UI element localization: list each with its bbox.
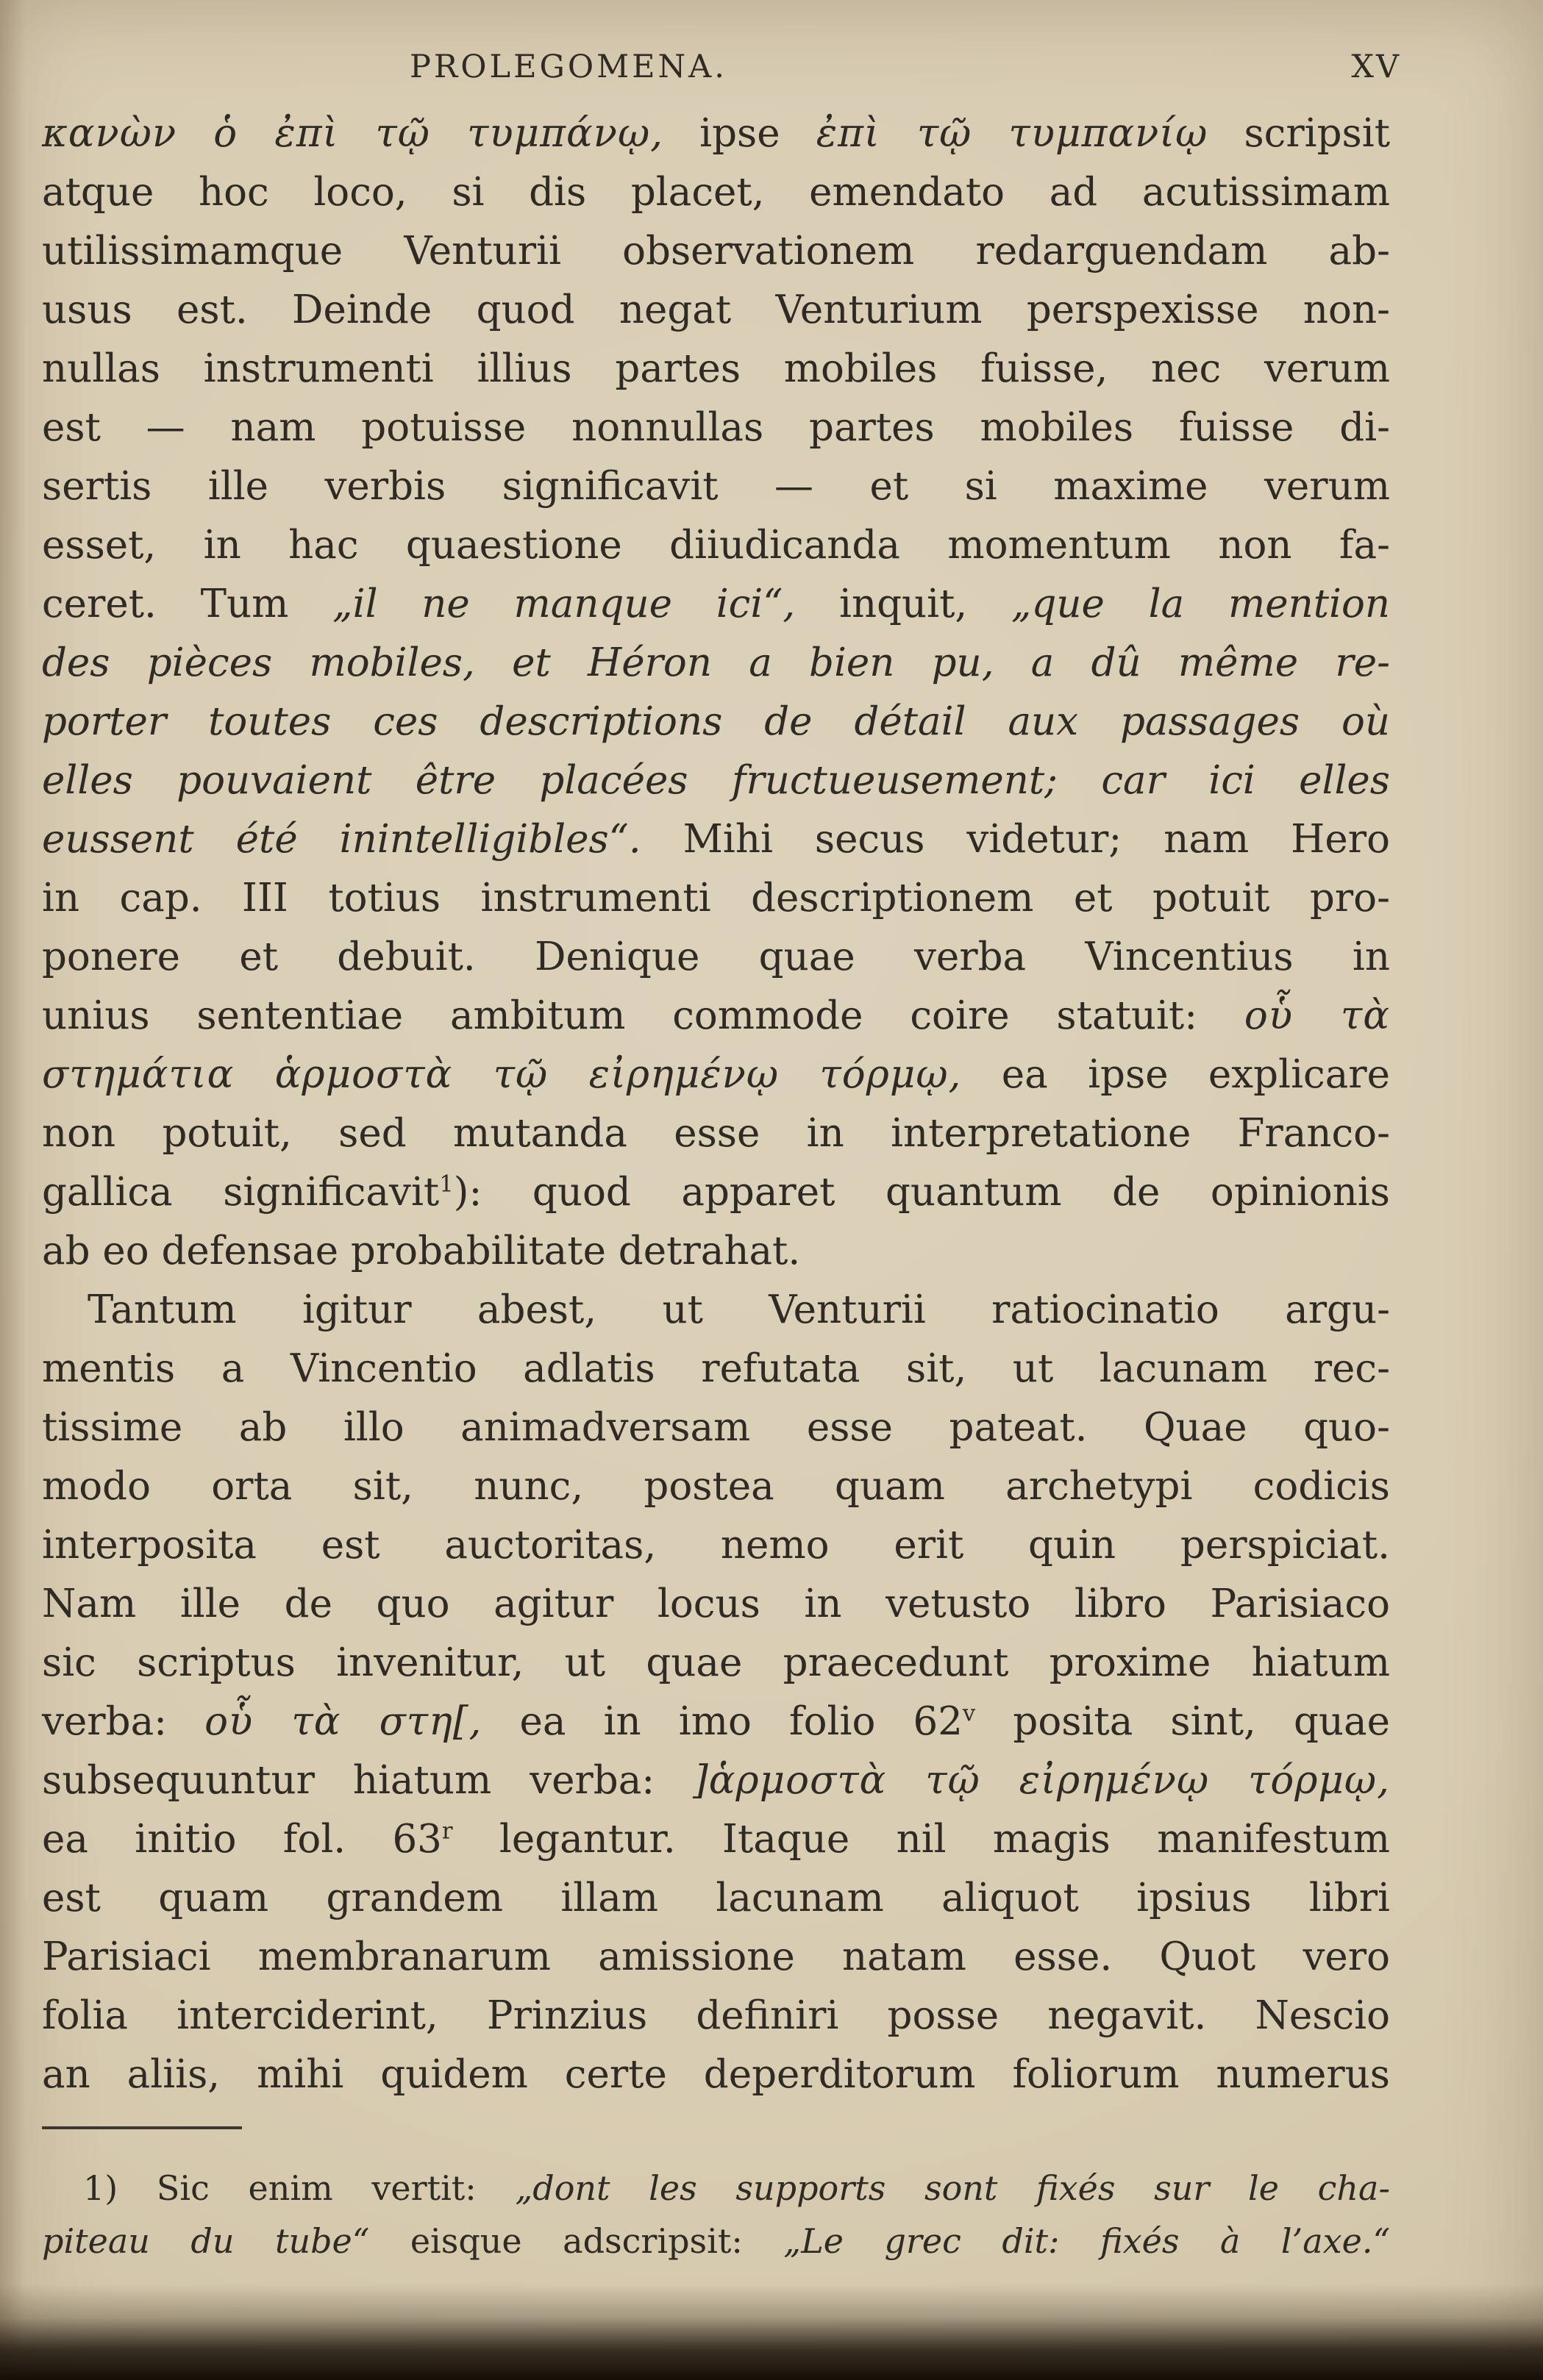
text-segment-r: interposita est auctoritas, nemo erit quin perspiciat.: [42, 1523, 1390, 1568]
page-number: XV: [1351, 49, 1401, 85]
text-segment-g: οὗ τὰ στη[,: [204, 1699, 482, 1744]
text-line: [42, 1987, 1390, 2045]
text-segment-r: scripsit: [1208, 111, 1390, 156]
text-segment-g: οὗ τὰ: [1244, 993, 1391, 1038]
left-edge-shadow: [0, 0, 25, 2380]
text-line: [42, 1104, 1390, 1163]
text-segment-r: ea in imo folio 62: [482, 1699, 963, 1744]
text-line: [42, 1340, 1390, 1398]
text-block: [42, 49, 1401, 2268]
text-segment-sup: r: [441, 1818, 453, 1845]
page-title: PROLEGOMENA.: [410, 49, 727, 85]
text-segment-r: ceret. Tum: [42, 582, 333, 626]
footnote-text: [42, 2162, 1390, 2268]
text-segment-r: ): quod apparet quantum de opinionis: [453, 1170, 1390, 1215]
text-segment-i: „Le grec dit: fixés à l’axe.“: [783, 2221, 1390, 2261]
text-line: [42, 1457, 1390, 1516]
text-line: [42, 516, 1390, 575]
text-line: [42, 1810, 1390, 1869]
text-segment-r: in cap. III totius instrumenti descriptionem et potuit pro-: [42, 876, 1390, 921]
text-line: [42, 2162, 1390, 2215]
text-segment-g: στημάτια ἁρμοστὰ τῷ εἰρημένῳ τόρμῳ,: [42, 1052, 962, 1097]
text-segment-r: ipse: [663, 111, 816, 156]
text-segment-r: inquit,: [795, 582, 1011, 626]
text-line: [42, 222, 1390, 281]
text-segment-r: posita sint, quae: [975, 1699, 1390, 1744]
text-segment-r: usus est. Deinde quod negat Venturium perspexisse non-: [42, 287, 1390, 332]
text-line: [42, 2045, 1390, 2104]
text-line: [42, 810, 1390, 869]
text-line: [42, 1222, 1390, 1281]
text-segment-r: ponere et debuit. Denique quae verba Vincentius in: [42, 935, 1390, 979]
text-segment-r: Mihi secus videtur; nam Hero: [641, 817, 1390, 862]
body-text: [42, 104, 1390, 2104]
text-segment-sup: 1: [439, 1171, 454, 1198]
text-segment-g: ]ἁρμοστὰ τῷ εἰρημένῳ τόρμῳ,: [693, 1758, 1390, 1803]
bottom-edge-shadow: [0, 2284, 1543, 2380]
text-segment-r: eisque adscripsit:: [369, 2221, 784, 2261]
text-segment-r: tissime ab illo animadversam esse pateat. Quae quo-: [42, 1405, 1390, 1450]
text-segment-r: gallica significavit: [42, 1170, 440, 1215]
text-segment-r: 1) Sic enim vertit:: [83, 2168, 516, 2208]
text-line: [42, 340, 1390, 399]
text-line: [42, 987, 1390, 1046]
text-line: [42, 751, 1390, 810]
text-segment-i: „que la mention: [1011, 582, 1390, 626]
text-segment-r: folia interciderint, Prinzius definiri posse negavit. Nescio: [42, 1993, 1390, 2038]
text-segment-r: ea initio fol. 63: [42, 1817, 442, 1862]
text-line: [42, 869, 1390, 928]
text-segment-r: modo orta sit, nunc, postea quam archetypi codicis: [42, 1464, 1390, 1509]
text-line: [42, 281, 1390, 340]
text-line: [42, 399, 1390, 457]
text-line: [42, 1575, 1390, 1634]
text-segment-i: porter toutes ces descriptions de détail aux passages où: [42, 699, 1390, 744]
text-segment-i: piteau du tube“: [42, 2221, 370, 2261]
text-line: [42, 634, 1390, 693]
text-line: [42, 1869, 1390, 1928]
text-line: [42, 457, 1390, 516]
running-head: [42, 49, 1401, 85]
text-segment-r: an aliis, mihi quidem certe deperditorum foliorum numerus: [42, 2052, 1390, 2097]
text-segment-i: elles pouvaient être placées fructueusement; car ici elles: [42, 758, 1390, 803]
text-line: [42, 693, 1390, 751]
text-line: [42, 1928, 1390, 1987]
text-segment-g: κανὼν ὁ ἐπὶ τῷ τυμπάνῳ,: [42, 111, 664, 156]
text-segment-r: mentis a Vincentio adlatis refutata sit, ut lacunam rec-: [42, 1346, 1390, 1391]
text-segment-r: legantur. Itaque nil magis manifestum: [452, 1817, 1390, 1862]
text-segment-r: Parisiaci membranarum amissione natam esse. Quot vero: [42, 1934, 1390, 1979]
text-line: [42, 1046, 1390, 1104]
text-segment-r: est quam grandem illam lacunam aliquot ipsius libri: [42, 1876, 1390, 1920]
text-segment-i: des pièces mobiles, et Héron a bien pu, a dû même re-: [42, 640, 1390, 685]
text-segment-r: Nam ille de quo agitur locus in vetusto libro Parisiaco: [42, 1582, 1390, 1626]
text-segment-r: non potuit, sed mutanda esse in interpretatione Franco-: [42, 1111, 1390, 1156]
text-line: [42, 163, 1390, 222]
text-line: [42, 575, 1390, 634]
text-line: [42, 104, 1390, 163]
text-segment-r: ea ipse explicare: [961, 1052, 1390, 1097]
text-segment-r: est — nam potuisse nonnullas partes mobiles fuisse di-: [42, 405, 1390, 450]
text-line: [42, 928, 1390, 987]
text-segment-g: ἐπὶ τῷ τυμπανίῳ: [816, 111, 1208, 156]
text-segment-r: atque hoc loco, si dis placet, emendato ad acutissimam: [42, 170, 1390, 215]
text-segment-r: esset, in hac quaestione diiudicanda momentum non fa-: [42, 523, 1390, 568]
text-segment-i: „il ne manque ici“,: [332, 582, 796, 626]
text-segment-r: verba:: [42, 1699, 205, 1744]
text-segment-r: subsequuntur hiatum verba:: [42, 1758, 694, 1803]
text-segment-i: „dont les supports sont fixés sur le cha-: [515, 2168, 1391, 2208]
text-segment-i: eussent été inintelligibles“.: [42, 817, 641, 862]
text-line: [42, 1693, 1390, 1751]
text-segment-r: unius sententiae ambitum commode coire statuit:: [42, 993, 1244, 1038]
text-line: [42, 1398, 1390, 1457]
text-line: [42, 1163, 1390, 1222]
text-segment-r: nullas instrumenti illius partes mobiles fuisse, nec verum: [42, 346, 1390, 391]
text-segment-r: Tantum igitur abest, ut Venturii ratiocinatio argu-: [88, 1287, 1390, 1332]
text-segment-r: sertis ille verbis significavit — et si maxime verum: [42, 464, 1390, 509]
text-line: [42, 2215, 1390, 2268]
text-line: [42, 1281, 1390, 1340]
text-segment-r: sic scriptus invenitur, ut quae praecedunt proxime hiatum: [42, 1640, 1390, 1685]
text-segment-r: utilissimamque Venturii observationem redarguendam ab-: [42, 229, 1390, 274]
text-segment-sup: v: [962, 1700, 976, 1727]
text-line: [42, 1634, 1390, 1693]
text-segment-r: ab eo defensae probabilitate detrahat.: [42, 1229, 801, 1273]
text-line: [42, 1751, 1390, 1810]
footnote-rule: [42, 2126, 242, 2129]
text-line: [42, 1516, 1390, 1575]
